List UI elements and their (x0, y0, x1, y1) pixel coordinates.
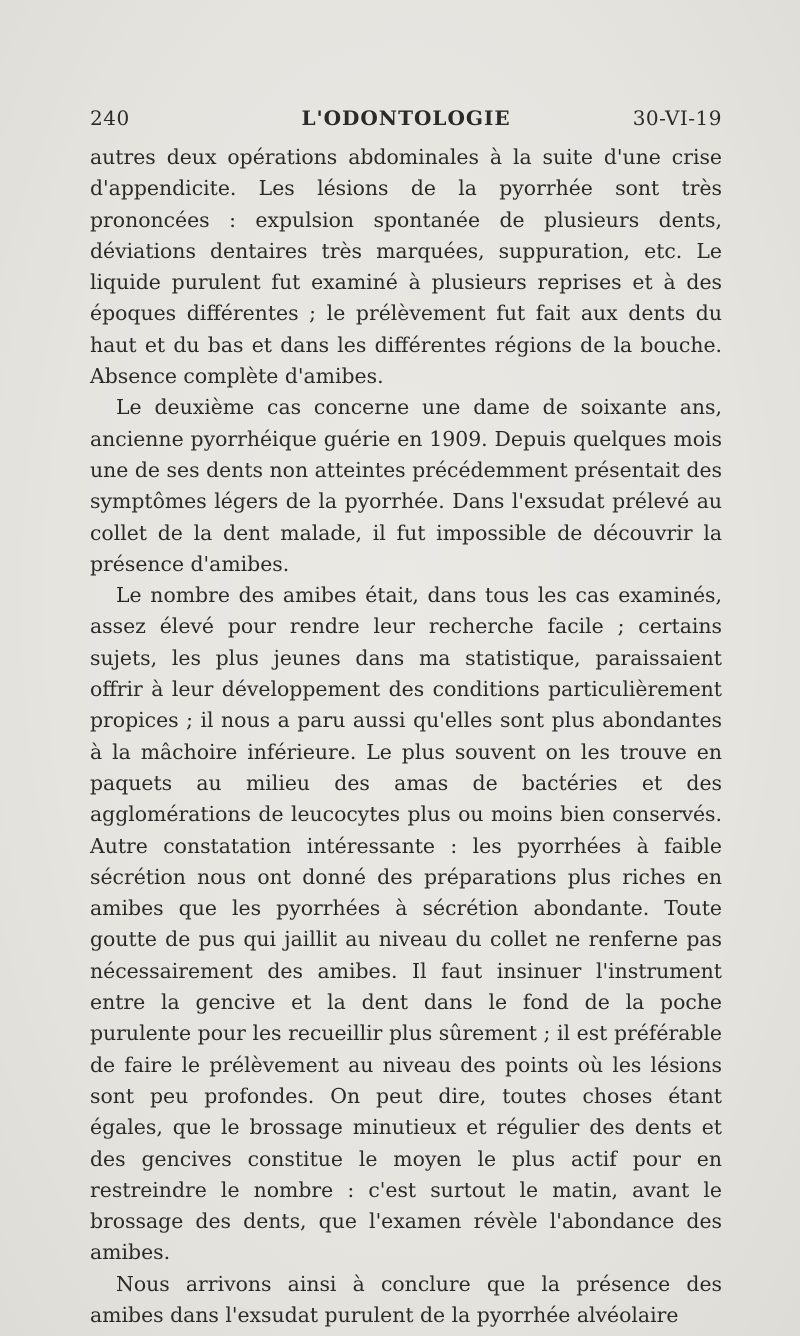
paragraph-continued: autres deux opérations abdominales à la suite d'une crise d'appendicite. Les lésions de la pyorrhée sont très prononcées : expulsion spontanée de plusieurs dents, déviations dentaires très marquées, suppuration, etc. Le liquide purulent fut examiné à plusieurs reprises et à des époques différentes ; le prélèvement fut fait aux dents du haut et du bas et dans les différentes régions de la bouche. Absence complète d'amibes. (90, 145, 722, 389)
paragraph-conclusion: Nous arrivons ainsi à conclure que la présence des amibes dans l'exsudat purulent de la pyorrhée alvéolaire (90, 1271, 722, 1327)
body-text (90, 142, 722, 1331)
paragraph-amoeba-count: Le nombre des amibes était, dans tous les cas examinés, assez élevé pour rendre leur recherche facile ; certains sujets, les plus jeunes dans ma statistique, paraissaient offrir à leur développement des conditions particulièrement propices ; il nous a paru aussi qu'elles sont plus abondantes à la mâchoire inférieure. Le plus souvent on les trouve en paquets au milieu des amas de bactéries et des agglomérations de leucocytes plus ou moins bien conservés. Autre constatation intéressante : les pyorrhées à faible sécrétion nous ont donné des préparations plus riches en amibes que les pyorrhées à sécrétion abondante. Toute goutte de pus qui jaillit au niveau du collet ne renferne pas nécessairement des amibes. Il faut insinuer l'instrument entre la gencive et la dent dans le fond de la poche purulente pour les recueillir plus sûrement ; il est préférable de faire le prélèvement au niveau des points où les lésions sont peu profondes. On peut dire, toutes choses étant égales, que le brossage minutieux et régulier des dents et des gencives constitue le moyen le plus actif pour en restreindre le nombre : c'est surtout le matin, avant le brossage des dents, que l'examen révèle l'abondance des amibes. (90, 583, 722, 1265)
issue-date: 30-VI-19 (632, 106, 722, 130)
page-number: 240 (90, 106, 130, 130)
running-title: L'ODONTOLOGIE (301, 106, 511, 130)
page-header (90, 106, 722, 136)
paragraph-second-case: Le deuxième cas concerne une dame de soixante ans, ancienne pyorrhéique guérie en 1909. Depuis quelques mois une de ses dents non atteintes précédemment présentait des symptômes légers de la pyorrhée. Dans l'exsudat prélevé au collet de la dent malade, il fut impossible de découvrir la présence d'amibes. (90, 395, 722, 576)
